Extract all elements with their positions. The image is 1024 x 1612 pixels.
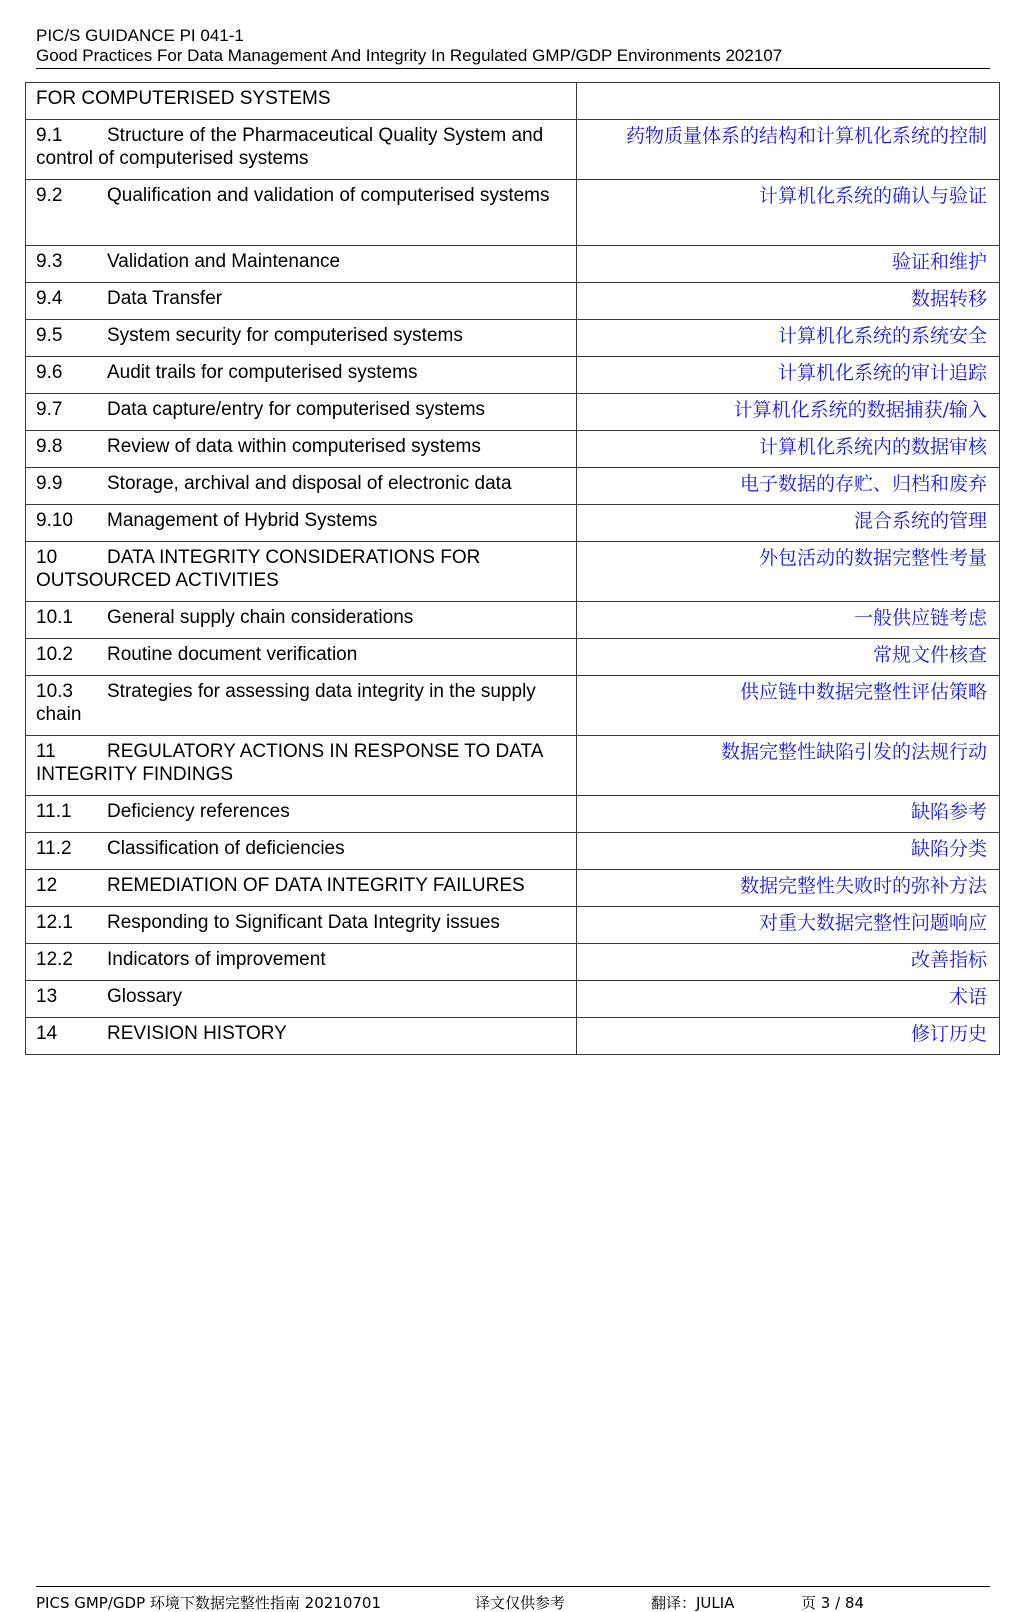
toc-entry-en	[26, 320, 577, 357]
toc-entry-title: REMEDIATION OF DATA INTEGRITY FAILURES	[107, 875, 525, 896]
toc-entry-title: Structure of the Pharmaceutical Quality System and control of computerised systems	[36, 125, 544, 169]
toc-entry-en	[26, 1018, 577, 1055]
toc-entry-en	[26, 796, 577, 833]
toc-entry-number: 9.2	[36, 185, 63, 206]
footer-document-title: PICS GMP/GDP 环境下数据完整性指南 20210701	[36, 1594, 382, 1612]
table-row	[26, 431, 1000, 468]
toc-entry-title: Routine document verification	[107, 644, 358, 665]
page-footer	[36, 1586, 990, 1612]
toc-entry-number: 14	[36, 1023, 58, 1044]
toc-entry-title: System security for computerised systems	[107, 325, 463, 346]
toc-entry-cn: 数据完整性失败时的弥补方法	[577, 870, 1000, 907]
table-row	[26, 283, 1000, 320]
header-document-id: PIC/S GUIDANCE PI 041-1	[36, 26, 244, 45]
table-row	[26, 833, 1000, 870]
toc-entry-number: 12.2	[36, 949, 73, 970]
toc-entry-number: 12.1	[36, 912, 73, 933]
toc-entry-title: Storage, archival and disposal of electronic data	[107, 473, 512, 494]
header-document-title: Good Practices For Data Management And Integrity In Regulated GMP/GDP Environments 202107	[36, 46, 783, 65]
toc-entry-number: 10	[36, 547, 58, 568]
toc-entry-en	[26, 639, 577, 676]
toc-entry-number: 9.3	[36, 251, 63, 272]
toc-entry-cn: 一般供应链考虑	[577, 602, 1000, 639]
toc-entry-number: 11	[36, 741, 56, 762]
table-row	[26, 246, 1000, 283]
toc-entry-number: 9.10	[36, 510, 73, 531]
toc-entry-cn: 药物质量体系的结构和计算机化系统的控制	[577, 120, 1000, 180]
toc-entry-number: 9.7	[36, 399, 63, 420]
toc-entry-title: Strategies for assessing data integrity in the supply chain	[36, 681, 536, 725]
table-row	[26, 468, 1000, 505]
toc-entry-cn: 修订历史	[577, 1018, 1000, 1055]
toc-entry-number: 9.1	[36, 125, 63, 146]
toc-entry-cn: 计算机化系统的确认与验证	[577, 180, 1000, 246]
toc-entry-title: Deficiency references	[107, 801, 290, 822]
toc-entry-number: 9.6	[36, 362, 63, 383]
toc-table	[25, 82, 1000, 1055]
toc-entry-number: 10.3	[36, 681, 73, 702]
toc-entry-en	[26, 736, 577, 796]
toc-entry-cn: 改善指标	[577, 944, 1000, 981]
toc-entry-title: Management of Hybrid Systems	[107, 510, 378, 531]
table-row	[26, 870, 1000, 907]
toc-entry-cn: 计算机化系统的数据捕获/输入	[577, 394, 1000, 431]
table-row	[26, 505, 1000, 542]
toc-entry-cn: 验证和维护	[577, 246, 1000, 283]
toc-entry-title: Data capture/entry for computerised systems	[107, 399, 486, 420]
footer-reference-note: 译文仅供参考	[475, 1594, 566, 1612]
toc-entry-title: Classification of deficiencies	[107, 838, 345, 859]
toc-entry-number: 9.4	[36, 288, 63, 309]
toc-entry-en	[26, 944, 577, 981]
toc-entry-title: Glossary	[107, 986, 182, 1007]
toc-entry-cn: 电子数据的存贮、归档和废弃	[577, 468, 1000, 505]
toc-entry-number: 10.2	[36, 644, 73, 665]
toc-entry-cn: 对重大数据完整性问题响应	[577, 907, 1000, 944]
toc-entry-title: General supply chain considerations	[107, 607, 414, 628]
table-row	[26, 83, 1000, 120]
toc-entry-cn: 计算机化系统的系统安全	[577, 320, 1000, 357]
table-row	[26, 602, 1000, 639]
toc-entry-en	[26, 542, 577, 602]
toc-entry-number: 13	[36, 986, 58, 1007]
toc-entry-cn: 外包活动的数据完整性考量	[577, 542, 1000, 602]
toc-entry-number: 9.8	[36, 436, 63, 457]
toc-entry-title: Data Transfer	[107, 288, 223, 309]
toc-entry-cn: 缺陷参考	[577, 796, 1000, 833]
table-row	[26, 542, 1000, 602]
table-row	[26, 796, 1000, 833]
toc-entry-title: Responding to Significant Data Integrity issues	[107, 912, 500, 933]
toc-entry-en	[26, 283, 577, 320]
toc-entry-title: FOR COMPUTERISED SYSTEMS	[36, 88, 331, 109]
table-row	[26, 944, 1000, 981]
toc-entry-title: Audit trails for computerised systems	[107, 362, 418, 383]
toc-entry-number: 12	[36, 875, 58, 896]
toc-entry-title: Validation and Maintenance	[107, 251, 341, 272]
page-header	[36, 26, 990, 69]
toc-entry-number: 9.9	[36, 473, 63, 494]
toc-entry-cn: 混合系统的管理	[577, 505, 1000, 542]
table-row	[26, 394, 1000, 431]
table-row	[26, 736, 1000, 796]
toc-entry-en	[26, 120, 577, 180]
toc-entry-title: Review of data within computerised systems	[107, 436, 481, 457]
toc-entry-cn: 术语	[577, 981, 1000, 1018]
table-row	[26, 180, 1000, 246]
toc-entry-cn: 常规文件核查	[577, 639, 1000, 676]
toc-entry-en	[26, 505, 577, 542]
toc-entry-en	[26, 833, 577, 870]
toc-entry-en	[26, 357, 577, 394]
toc-entry-title: Qualification and validation of computerised systems	[107, 185, 550, 206]
toc-entry-cn: 计算机化系统的审计追踪	[577, 357, 1000, 394]
toc-entry-en	[26, 468, 577, 505]
table-row	[26, 981, 1000, 1018]
toc-entry-title: Indicators of improvement	[107, 949, 326, 970]
table-row	[26, 320, 1000, 357]
toc-entry-cn: 数据完整性缺陷引发的法规行动	[577, 736, 1000, 796]
toc-entry-number: 11.2	[36, 838, 72, 859]
table-row	[26, 357, 1000, 394]
toc-entry-en	[26, 981, 577, 1018]
toc-entry-en	[26, 676, 577, 736]
toc-entry-cn	[577, 83, 1000, 120]
table-row	[26, 639, 1000, 676]
toc-entry-cn: 计算机化系统内的数据审核	[577, 431, 1000, 468]
toc-entry-en	[26, 246, 577, 283]
toc-entry-en	[26, 907, 577, 944]
toc-entry-cn: 数据转移	[577, 283, 1000, 320]
toc-entry-title: REVISION HISTORY	[107, 1023, 287, 1044]
toc-entry-en	[26, 83, 577, 120]
toc-entry-number: 10.1	[36, 607, 73, 628]
footer-page-number: 页 3 / 84	[801, 1594, 864, 1612]
toc-entry-en	[26, 394, 577, 431]
toc-entry-cn: 缺陷分类	[577, 833, 1000, 870]
toc-entry-number: 9.5	[36, 325, 63, 346]
toc-entry-title: REGULATORY ACTIONS IN RESPONSE TO DATA INTEGRITY FINDINGS	[36, 741, 543, 785]
toc-entry-en	[26, 180, 577, 246]
table-row	[26, 676, 1000, 736]
header-rule	[36, 68, 990, 69]
toc-entry-number: 11.1	[36, 801, 72, 822]
toc-entry-title: DATA INTEGRITY CONSIDERATIONS FOR OUTSOURCED ACTIVITIES	[36, 547, 481, 591]
footer-translator: 翻译：JULIA	[651, 1594, 735, 1612]
table-row	[26, 120, 1000, 180]
table-row	[26, 1018, 1000, 1055]
toc-entry-en	[26, 870, 577, 907]
table-row	[26, 907, 1000, 944]
toc-entry-en	[26, 602, 577, 639]
toc-entry-cn: 供应链中数据完整性评估策略	[577, 676, 1000, 736]
toc-entry-en	[26, 431, 577, 468]
